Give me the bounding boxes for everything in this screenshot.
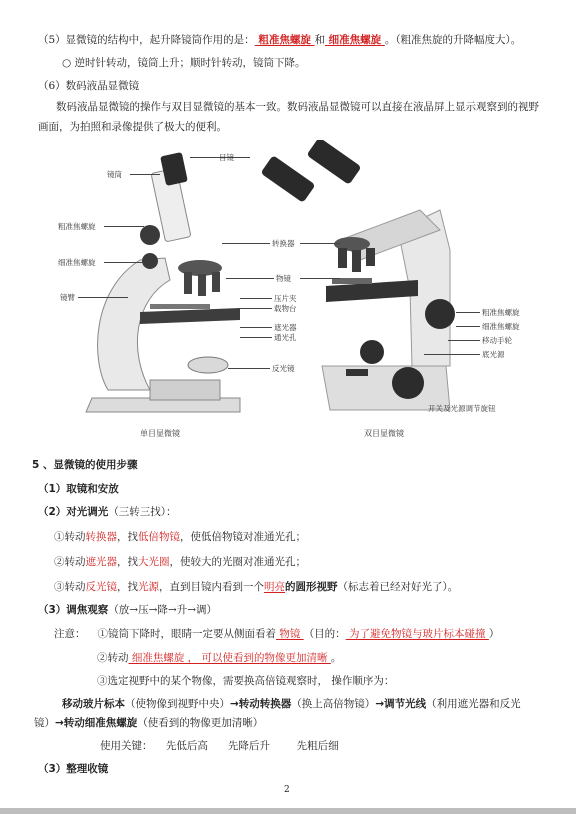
section5-title: 5 、显微镜的使用步骤 bbox=[32, 459, 138, 471]
text: （标志着已经对好光了）。 bbox=[337, 581, 459, 593]
text: ③转动 bbox=[54, 581, 86, 593]
sequence-line1 bbox=[62, 697, 521, 711]
text: ，找 bbox=[117, 556, 138, 568]
step3-bold: （3）调焦观察 bbox=[38, 604, 109, 616]
text: ，直到目镜内看到一个 bbox=[159, 581, 264, 593]
text: ） bbox=[488, 628, 500, 640]
q6-title: （6）数码液晶显微镜 bbox=[38, 80, 140, 92]
text: ①镜筒下降时，眼睛一定要从侧面看着 bbox=[97, 628, 276, 640]
leader-line bbox=[240, 337, 272, 338]
label-aperture: 通光孔 bbox=[274, 333, 297, 342]
q6-body-line1: 数码液晶显微镜的操作与双目显微镜的基本一致。数码液晶显微镜可以直接在液晶屏上显示观察到的视野 bbox=[56, 101, 539, 113]
microscope-figure bbox=[0, 140, 576, 450]
answer-mirror: 反光镜 bbox=[85, 581, 117, 593]
step2-line3 bbox=[54, 580, 458, 594]
leader-line bbox=[130, 174, 160, 175]
text: 移动玻片标本 bbox=[62, 698, 125, 710]
caption-binocular: 双目显微镜 bbox=[364, 429, 404, 438]
q5-and: 和 bbox=[314, 34, 325, 46]
text: →调节光线 bbox=[375, 698, 427, 710]
step3-tail: （放→压→降→升→调） bbox=[108, 604, 218, 616]
q5-line bbox=[38, 33, 521, 47]
leader-line bbox=[226, 278, 274, 279]
step2-title bbox=[38, 505, 177, 519]
text: ，找 bbox=[117, 581, 138, 593]
q6-body-line2: 画面，为拍照和录像提供了极大的便利。 bbox=[38, 121, 227, 133]
leader-line bbox=[240, 298, 272, 299]
q5-answer-coarse: 粗准焦螺旋 bbox=[254, 34, 315, 46]
leader-line bbox=[300, 278, 340, 279]
leader-line bbox=[78, 297, 128, 298]
step2-line1 bbox=[54, 530, 306, 544]
answer-light-source: 光源 bbox=[138, 581, 159, 593]
answer-purpose: 为了避免物镜与玻片标本碰撞 bbox=[345, 628, 489, 640]
text: ②转动 bbox=[54, 556, 86, 568]
leader-line bbox=[448, 340, 480, 341]
leader-line bbox=[222, 243, 270, 244]
leader-line bbox=[300, 243, 340, 244]
label-fine-focus-right: 细准焦螺旋 bbox=[482, 322, 520, 331]
step3-title bbox=[38, 603, 217, 617]
text: （换上高倍物镜） bbox=[291, 698, 376, 710]
text: →转动转换器 bbox=[230, 698, 292, 710]
label-objective: 物镜 bbox=[276, 274, 291, 283]
label-coarse-focus-left: 粗准焦螺旋 bbox=[58, 222, 96, 231]
answer-diaphragm: 遮光器 bbox=[85, 556, 117, 568]
text: 。 bbox=[330, 652, 342, 664]
note-line3: ③选定视野中的某个物像，需要换高倍镜观察时， 操作顺序为： bbox=[97, 675, 395, 687]
round-field: 的圆形视野 bbox=[285, 581, 338, 593]
label-arm: 镜臂 bbox=[60, 293, 75, 302]
label-eyepiece: 目镜 bbox=[219, 153, 234, 162]
answer-bright: 明亮 bbox=[264, 581, 285, 593]
label-diaphragm: 遮光器 bbox=[274, 323, 297, 332]
label-nosepiece: 转换器 bbox=[272, 239, 295, 248]
label-stage-clip: 压片夹 bbox=[274, 294, 297, 303]
note-line2 bbox=[97, 651, 341, 665]
leader-line bbox=[456, 312, 480, 313]
step2-bold: （2）对光调光 bbox=[38, 506, 109, 518]
leader-line bbox=[240, 327, 272, 328]
text: 镜） bbox=[34, 717, 55, 729]
answer-large-aperture: 大光圈 bbox=[138, 556, 170, 568]
label-coarse-focus-right: 粗准焦螺旋 bbox=[482, 308, 520, 317]
text: （使物像到视野中央） bbox=[125, 698, 230, 710]
label-switch-knob: 开关及光源调节旋钮 bbox=[428, 404, 496, 413]
label-bottom-light: 底光源 bbox=[482, 350, 505, 359]
text: ②转动 bbox=[97, 652, 129, 664]
text: →转动细准焦螺旋 bbox=[55, 717, 138, 729]
text: （使看到的物像更加清晰） bbox=[137, 717, 264, 729]
text: ，找 bbox=[117, 531, 138, 543]
text: ，使较大的光圈对准通光孔； bbox=[169, 556, 306, 568]
q5-prefix: （5）显微镜的结构中，起升降镜筒作用的是： bbox=[38, 34, 255, 46]
text: ①转动 bbox=[54, 531, 86, 543]
page-number: 2 bbox=[284, 785, 290, 795]
sequence-line2 bbox=[34, 716, 263, 730]
step2-line2 bbox=[54, 555, 306, 569]
page-bottom-edge bbox=[0, 808, 576, 814]
leader-line bbox=[240, 308, 272, 309]
note-label: 注意： bbox=[54, 628, 86, 640]
leader-line bbox=[228, 368, 270, 369]
q5-tip: ○ 逆时针转动，镜筒上升；顺时针转动，镜筒下降。 bbox=[62, 57, 306, 69]
q5-dot: 。 bbox=[384, 34, 396, 46]
step2-tail: （三转三找）： bbox=[108, 506, 177, 518]
label-stage: 载物台 bbox=[274, 304, 297, 313]
answer-objective: 物镜 bbox=[276, 628, 304, 640]
q5-note: （粗准焦旋的升降幅度大）。 bbox=[395, 34, 522, 46]
text: （目的： bbox=[303, 628, 346, 640]
leader-line bbox=[104, 226, 144, 227]
leader-line bbox=[104, 262, 144, 263]
label-tube: 镜筒 bbox=[107, 170, 122, 179]
leader-line bbox=[456, 326, 480, 327]
key-points: 使用关键： 先低后高 先降后升 先粗后细 bbox=[100, 740, 339, 752]
step1-title: （1）取镜和安放 bbox=[38, 483, 119, 495]
answer-low-objective: 低倍物镜 bbox=[138, 531, 180, 543]
text: ，使低倍物镜对准通光孔； bbox=[180, 531, 306, 543]
leader-line bbox=[424, 354, 480, 355]
step4-title: （3）整理收镜 bbox=[38, 763, 109, 775]
note-line1 bbox=[54, 627, 499, 641]
label-fine-focus-left: 细准焦螺旋 bbox=[58, 258, 96, 267]
caption-monocular: 单目显微镜 bbox=[140, 429, 180, 438]
text: （利用遮光器和反光 bbox=[426, 698, 521, 710]
answer-nosepiece: 转换器 bbox=[85, 531, 117, 543]
label-stage-knob: 移动手轮 bbox=[482, 336, 512, 345]
answer-fine-focus: 细准焦螺旋 ， 可以使看到的物像更加清晰 bbox=[128, 652, 331, 664]
label-mirror: 反光镜 bbox=[272, 364, 295, 373]
q5-answer-fine: 细准焦螺旋 bbox=[325, 34, 385, 46]
